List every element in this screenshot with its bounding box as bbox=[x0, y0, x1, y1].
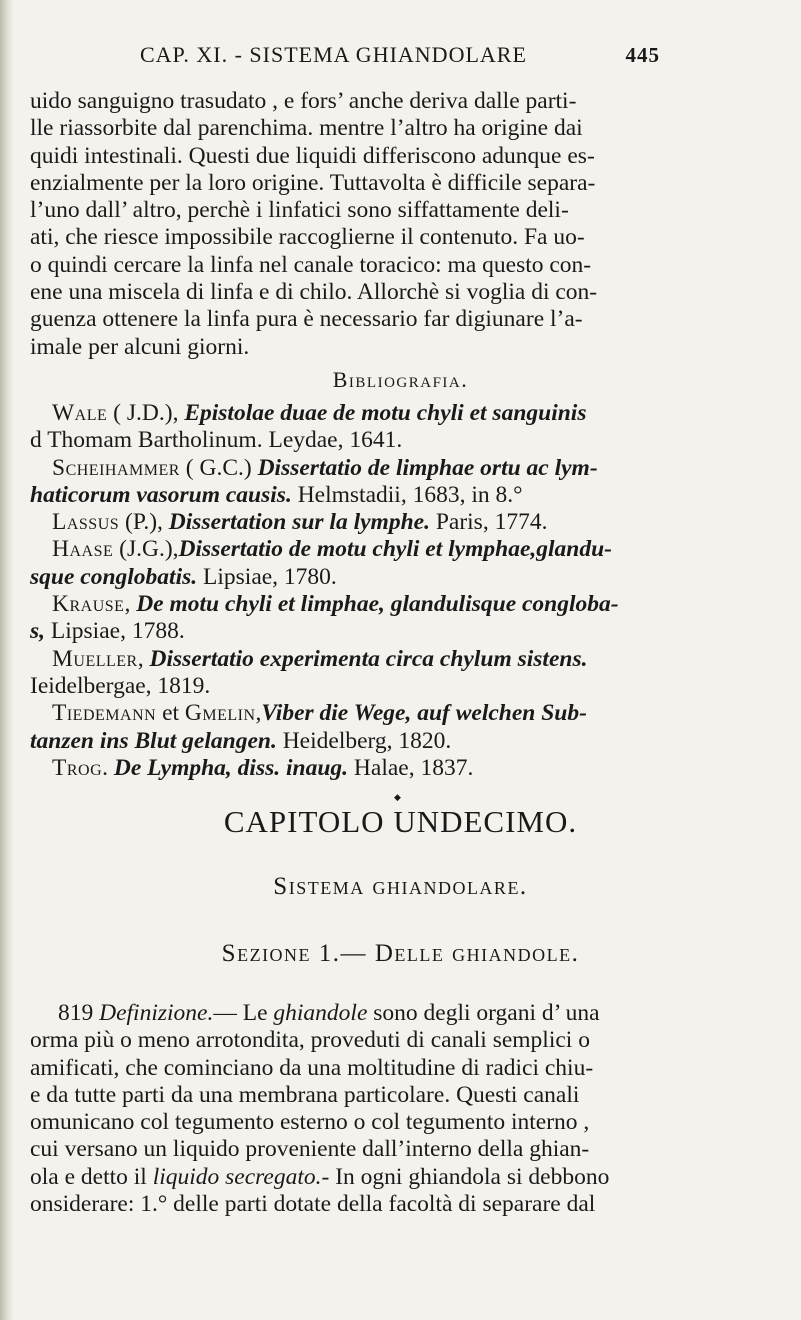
text-line: uido sanguigno trasudato , e fors’ anche deriva dalle parti- bbox=[30, 88, 577, 114]
bib-entry: Krause, De motu chyli et limphae, glandulisque congloba- bbox=[52, 591, 619, 618]
page-number: 445 bbox=[625, 43, 660, 67]
text-line: l’uno dall’ altro, perchè i linfatici sono siffattamente deli- bbox=[30, 197, 569, 224]
bib-entry: Scheihammer ( G.C.) Dissertatio de limphae ortu ac lym- bbox=[52, 454, 598, 481]
bib-entry-cont: s, Lipsiae, 1788. bbox=[30, 618, 185, 645]
text-line: enzialmente per la loro origine. Tuttavolta è difficile separa- bbox=[30, 169, 596, 196]
bibliography-heading: Bibliografia. bbox=[332, 367, 469, 392]
bib-entry: Tiedemann et Gmelin,Viber die Wege, auf welchen Sub- bbox=[52, 700, 587, 727]
text-line: imale per alcuni giorni. bbox=[30, 333, 250, 360]
running-header-title: CAP. XI. - SISTEMA GHIANDOLARE bbox=[140, 42, 527, 67]
bib-entry-cont: d Thomam Bartholinum. Leydae, 1641. bbox=[30, 427, 403, 454]
text-line: e da tutte parti da una membrana particolare. Questi canali bbox=[30, 1081, 580, 1108]
text-line: cui versano un liquido proveniente dall’interno della ghian- bbox=[30, 1136, 590, 1163]
text-line: ola e detto il liquido secregato.- In ogni ghiandola si debbono bbox=[30, 1163, 610, 1190]
system-title: Sistema ghiandolare. bbox=[273, 873, 528, 900]
bib-entry: Haase (J.G.),Dissertatio de motu chyli et lymphae,glandu- bbox=[52, 536, 612, 563]
bib-entry-cont: tanzen ins Blut gelangen. Heidelberg, 1820. bbox=[30, 727, 452, 754]
bib-entry-cont: haticorum vasorum causis. Helmstadii, 1683, in 8.° bbox=[30, 481, 523, 508]
text-line: onsiderare: 1.° delle parti dotate della facoltà di separare dal bbox=[30, 1191, 596, 1218]
section-title: Sezione 1.— Delle ghiandole. bbox=[221, 940, 580, 967]
bib-entry: Lassus (P.), Dissertation sur la lymphe. Paris, 1774. bbox=[52, 509, 548, 536]
text-line: ati, che riesce impossibile raccoglierne il contenuto. Fa uo- bbox=[30, 224, 585, 251]
page-gutter-shadow bbox=[0, 0, 14, 1320]
chapter-title: CAPITOLO UNDECIMO. bbox=[223, 804, 578, 839]
text-line: 819 Definizione.— Le ghiandole sono degli organi d’ una bbox=[58, 1000, 600, 1026]
text-line: lle riassorbite dal parenchima. mentre l’altro ha origine dai bbox=[30, 115, 583, 142]
ornament-dot-icon: ◆ bbox=[394, 792, 401, 802]
bib-entry: Wale ( J.D.), Epistolae duae de motu chyli et sanguinis bbox=[52, 400, 587, 426]
text-line: guenza ottenere la linfa pura è necessario far digiunare l’a- bbox=[30, 306, 583, 333]
text-line: amificati, che cominciano da una moltitudine di radici chiu- bbox=[30, 1054, 594, 1081]
running-header bbox=[140, 42, 660, 68]
bib-entry-cont: Ieidelbergae, 1819. bbox=[30, 672, 211, 699]
bib-entry: Trog. De Lympha, diss. inaug. Halae, 1837. bbox=[52, 754, 474, 781]
text-line: quidi intestinali. Questi due liquidi differiscono adunque es- bbox=[30, 142, 595, 169]
bibliography-list bbox=[30, 400, 770, 782]
bib-entry-cont: sque conglobatis. Lipsiae, 1780. bbox=[30, 563, 337, 590]
text-line: ene una miscela di linfa e di chilo. Allorchè si voglia di con- bbox=[30, 279, 598, 306]
text-line: orma più o meno arrotondita, proveduti di canali semplici o bbox=[30, 1027, 590, 1054]
intro-paragraph bbox=[30, 88, 770, 361]
text-line: o quindi cercare la linfa nel canale toracico: ma questo con- bbox=[30, 251, 592, 278]
bib-entry: Mueller, Dissertatio experimenta circa chylum sistens. bbox=[52, 645, 588, 672]
definition-paragraph bbox=[30, 1000, 770, 1218]
text-line: omunicano col tegumento esterno o col tegumento interno , bbox=[30, 1109, 590, 1136]
